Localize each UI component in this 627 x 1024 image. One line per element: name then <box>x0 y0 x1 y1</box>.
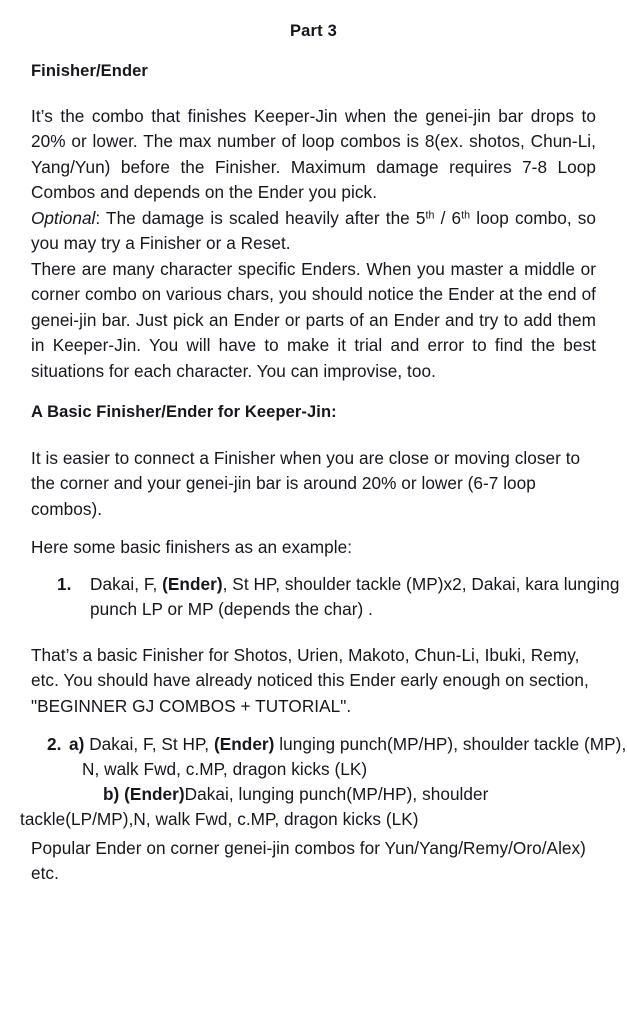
list-item-1-text-post: , St HP, shoulder tackle (MP)x2, Dakai, kara lunging punch LP or MP (depends the char) . <box>90 574 620 620</box>
paragraph-character-specific-enders: There are many character specific Enders. When you master a middle or corner combo on various chars, you should notice the Ender at the end of genei-jin bar. Just pick an Ender or parts of an Ender and try to add them in Keeper-Jin. You will have to make it trial and error to find the best situations for each character. You can improvise, too. <box>31 259 596 381</box>
paragraph-thats-a-basic-finisher: That’s a basic Finisher for Shotos, Urien, Makoto, Chun-Li, Ibuki, Remy, etc. You should have already noticed this Ender early enough on section, "BEGINNER GJ COMBOS + TUTORIAL". <box>31 645 589 716</box>
paragraph-here-some-basic-finishers: Here some basic finishers as an example: <box>31 537 353 557</box>
list-item-2-sub-b-post: Dakai, lunging punch(MP/HP), shoulder tackle(LP/MP),N, walk Fwd, c.MP, dragon kicks (LK) <box>20 784 489 830</box>
list-item <box>20 782 610 833</box>
paragraph-intro: It’s the combo that finishes Keeper-Jin when the genei-jin bar drops to 20% or lower. The max number of loop combos is 8(ex. shotos, Chun-Li, Yang/Yun) before the Finisher. Maximum damage requires 7-8 Loop Combos and depends on the Ender you pick. <box>31 106 596 203</box>
list-item-2-sub-a-label: a) <box>69 734 85 754</box>
optional-ordinal-five-suffix: th <box>425 209 435 222</box>
optional-tail-text: loop combo, so you may try a Finisher or a Reset. <box>31 208 596 254</box>
list-item <box>57 572 627 623</box>
section-heading-basic-finisher: A Basic Finisher/Ender for Keeper-Jin: <box>31 403 337 421</box>
optional-separator: : The damage is scaled heavily after the <box>95 208 416 228</box>
list-item-number-2: 2. <box>47 734 62 754</box>
section-heading-finisher-ender: Finisher/Ender <box>31 62 148 80</box>
list-item-1-ender-label: (Ender) <box>162 574 223 594</box>
list-item-2-sub-a-pre: Dakai, F, St HP, <box>84 734 214 754</box>
optional-label: Optional <box>31 208 96 228</box>
paragraph-optional <box>31 206 596 257</box>
paragraph-popular-ender: Popular Ender on corner genei-jin combos for Yun/Yang/Remy/Oro/Alex) etc. <box>31 838 586 884</box>
list-item-2-sub-a-ender-label: (Ender) <box>213 734 275 754</box>
optional-ordinal-divider: / <box>434 208 452 228</box>
optional-ordinal-five: 5 <box>415 208 426 228</box>
list-item <box>47 732 627 783</box>
page-title: Part 3 <box>289 22 338 40</box>
list-item-1-text-pre: Dakai, F, <box>90 574 163 594</box>
paragraph-basic-finisher-body: It is easier to connect a Finisher when you are close or moving closer to the corner and your genei-jin bar is around 20% or lower (6-7 loop combos). <box>31 448 581 519</box>
optional-ordinal-six-suffix: th <box>461 209 471 222</box>
list-item-2-sub-b-ender-label: (Ender) <box>124 784 185 804</box>
list-item-2-sub-a-post: lunging punch(MP/HP), shoulder tackle (MP), N, walk Fwd, c.MP, dragon kicks (LK) <box>82 734 627 780</box>
list-item-number-1: 1. <box>57 574 72 594</box>
optional-ordinal-six: 6 <box>451 208 462 228</box>
list-item-2-sub-b-label: b) <box>103 784 120 804</box>
